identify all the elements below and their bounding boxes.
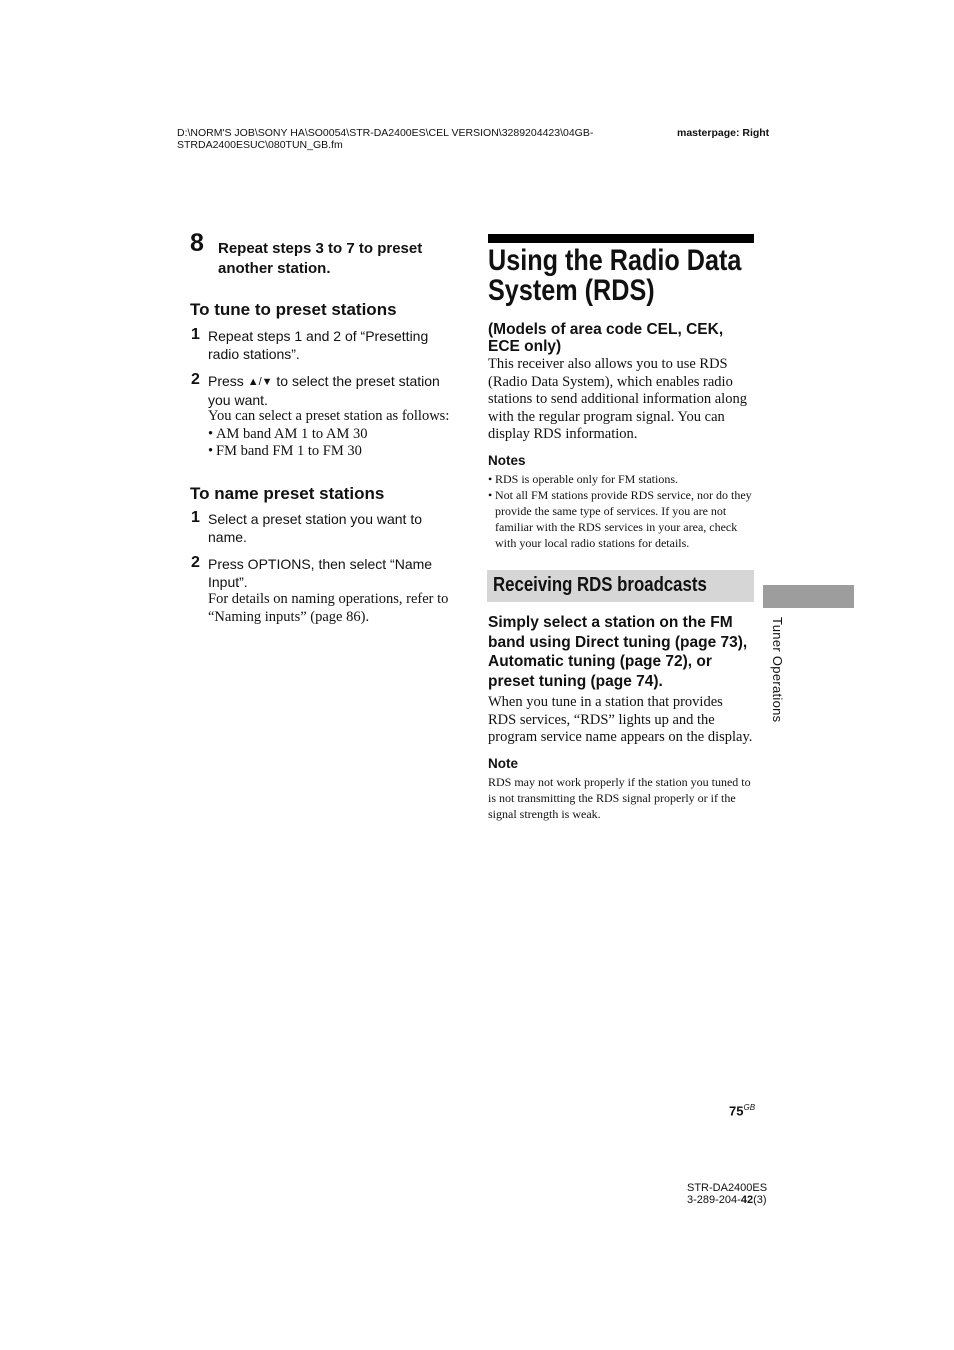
bullet-fm-band: • FM band FM 1 to FM 30 <box>208 443 458 461</box>
title-rule <box>488 234 754 243</box>
notes-heading: Notes <box>488 453 526 468</box>
rds-intro: This receiver also allows you to use RDS (Radio Data System), which enables radio stations to send additional information along with the regular program signal. You can display RDS information. <box>488 356 747 442</box>
tune-step-1-number: 1 <box>191 326 200 343</box>
masterpage-label: masterpage: Right <box>677 127 770 139</box>
bullet-am-band: • AM band AM 1 to AM 30 <box>208 426 458 444</box>
step-8-number: 8 <box>190 229 204 257</box>
note-item: • RDS is operable only for FM stations. <box>488 471 752 487</box>
tune-step-2-text: Press ▲/▼ to select the preset station you want. <box>208 373 440 408</box>
notes-list <box>488 471 752 551</box>
tune-preset-heading: To tune to preset stations <box>190 300 397 319</box>
model-info: STR-DA2400ES 3-289-204-42(3) <box>687 1182 768 1206</box>
side-tab-label: Tuner Operations <box>770 617 785 723</box>
note-heading: Note <box>488 756 518 771</box>
tune-step-1-text: Repeat steps 1 and 2 of “Presetting radio stations”. <box>208 328 429 362</box>
file-path: D:\NORM'S JOB\SONY HA\SO0054\STR-DA2400ES\CEL VERSION\3289204423\04GB- STRDA2400ESUC\080TUN_GB.fm <box>177 127 594 151</box>
rds-description: When you tune in a station that provides RDS services, “RDS” lights up and the program service name appears on the display. <box>488 694 753 745</box>
rds-instruction: Simply select a station on the FM band using Direct tuning (page 73), Automatic tuning (page 72), or preset tuning (page 74). <box>488 614 748 690</box>
tune-step-2-body: You can select a preset station as follows: • AM band AM 1 to AM 30 • FM band FM 1 to FM 30 <box>208 408 458 461</box>
name-step-2-number: 2 <box>191 554 200 571</box>
name-step-1-number: 1 <box>191 509 200 526</box>
page-number: $75^{GB}$ <box>729 1103 756 1119</box>
name-preset-heading: To name preset stations <box>190 484 385 503</box>
name-step-2-body: For details on naming operations, refer to “Naming inputs” (page 86). <box>208 591 449 625</box>
name-step-2-text: Press OPTIONS, then select “Name Input”. <box>208 556 433 590</box>
note-text: RDS may not work properly if the station you tuned to is not transmitting the RDS signal properly or if the signal strength is weak. <box>488 775 751 821</box>
tune-step-2-number: 2 <box>191 371 200 388</box>
step-8-text: Repeat steps 3 to 7 to preset another station. <box>218 240 423 277</box>
area-code-subtitle: (Models of area code CEL, CEK, ECE only) <box>488 321 724 355</box>
up-down-arrow-icon: ▲/▼ <box>247 376 273 388</box>
name-step-1-text: Select a preset station you want to name. <box>208 511 423 545</box>
page-title: Using the Radio Data System (RDS) <box>488 244 742 307</box>
side-tab-bar <box>763 585 854 608</box>
section-title: Receiving RDS broadcasts <box>493 574 707 596</box>
note-item: • Not all FM stations provide RDS service, nor do they provide the same type of services. If you are not familiar with the RDS services in your area, check with your local radio stations for details. <box>488 487 752 551</box>
